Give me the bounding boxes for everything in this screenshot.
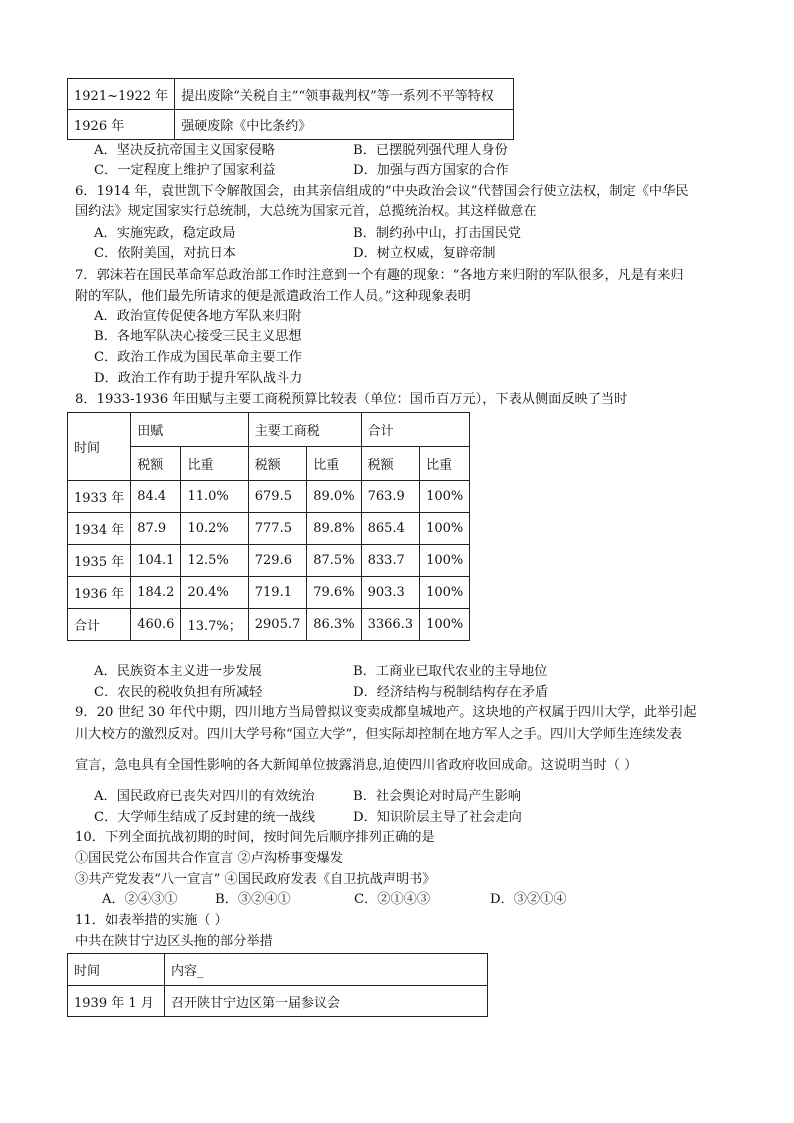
table-row <box>68 986 488 1017</box>
table-subheader: 税额 <box>361 447 420 481</box>
table-cell: 1921~1922 年 <box>68 79 175 110</box>
table-cell: 100% <box>420 609 470 641</box>
table-cell: 100% <box>420 577 470 609</box>
table-cell: 89.0% <box>307 481 361 513</box>
q10-option-d: D．③②①④ <box>490 892 567 907</box>
table-cell: 100% <box>420 545 470 577</box>
table-cell: 3366.3 <box>361 609 420 641</box>
table-cell: 11.0% <box>181 481 248 513</box>
table-cell: 89.8% <box>307 513 361 545</box>
table-cell: 100% <box>420 513 470 545</box>
table-row <box>68 513 470 545</box>
table-row <box>68 481 470 513</box>
q9-option-d: D．知识阶层主导了社会走向 <box>353 810 522 825</box>
table-cell: 777.5 <box>248 513 307 545</box>
table-row <box>68 609 470 641</box>
table-cell: 833.7 <box>361 545 420 577</box>
q6-option-a: A．实施宪政，稳定政局 <box>94 226 236 241</box>
q10-items-line2: ③共产党发表“八一宣言” ④国民政府发表《自卫抗战声明书》 <box>75 872 436 887</box>
q5-option-b: B．已摆脱列强代理人身份 <box>353 143 508 158</box>
q9-stem-line1: 9．20 世纪 30 年代中期，四川地方当局曾拟议变卖成都皇城地产。这块地的产权属于四川大学，此举引起 <box>75 705 697 720</box>
table-cell: 召开陕甘宁边区第一届参议会 <box>165 986 488 1017</box>
q7-option-c: C．政治工作成为国民革命主要工作 <box>94 350 302 365</box>
q10-option-a: A．②④③① <box>102 892 178 907</box>
table-cell: 100% <box>420 481 470 513</box>
table-cell: 719.1 <box>248 577 307 609</box>
table-cell: 729.6 <box>248 545 307 577</box>
q6-option-c: C．依附美国，对抗日本 <box>94 246 236 261</box>
table-cell: 79.6% <box>307 577 361 609</box>
table-header-group: 田赋 <box>131 413 249 447</box>
tax-table <box>67 412 470 641</box>
q7-option-b: B．各地军队决心接受三民主义思想 <box>94 329 302 344</box>
q10-stem: 10．下列全面抗战初期的时间，按时间先后顺序排列正确的是 <box>75 830 435 845</box>
table-cell: 13.7%； <box>181 609 248 641</box>
table-cell: 1935 年 <box>68 545 131 577</box>
table-cell: 865.4 <box>361 513 420 545</box>
q8-option-b: B．工商业已取代农业的主导地位 <box>353 664 548 679</box>
q9-stem-line2: 川大校方的激烈反对。四川大学号称“国立大学”，但实际却控制在地方军人之手。四川大学师生连续发表 <box>75 727 682 742</box>
table-header-time: 时间 <box>68 954 165 986</box>
q7-stem-line1: 7．郭沫若在国民革命军总政治部工作时注意到一个有趣的现象：“各地方来归附的军队很多，凡是有来归 <box>75 268 684 283</box>
table-cell: 10.2% <box>181 513 248 545</box>
q11-table <box>67 953 488 1017</box>
q10-option-c: C．②①④③ <box>354 892 431 907</box>
q8-stem: 8．1933-1936 年田赋与主要工商税预算比较表（单位：国币百万元），下表从侧面反映了当时 <box>75 392 628 407</box>
q5-option-d: D．加强与西方国家的合作 <box>353 163 509 178</box>
top-table <box>67 78 514 140</box>
table-header-time: 时间 <box>68 413 131 481</box>
table-subheader: 税额 <box>131 447 181 481</box>
table-cell: 87.9 <box>131 513 181 545</box>
table-row <box>68 545 470 577</box>
table-cell: 86.3% <box>307 609 361 641</box>
q6-stem-line2: 国约法》规定国家实行总统制，大总统为国家元首，总揽统治权。其这样做意在 <box>75 204 537 219</box>
table-cell: 2905.7 <box>248 609 307 641</box>
table-cell: 84.4 <box>131 481 181 513</box>
q5-option-c: C．一定程度上维护了国家利益 <box>94 163 276 178</box>
table-cell: 679.5 <box>248 481 307 513</box>
table-cell: 强硬废除《中比条约》 <box>175 110 514 140</box>
q5-option-a: A．坚决反抗帝国主义国家侵略 <box>94 143 275 158</box>
q6-option-d: D．树立权威，复辟帝制 <box>353 246 496 261</box>
table-subheader: 比重 <box>420 447 470 481</box>
table-cell: 1939 年 1 月 <box>68 986 165 1017</box>
table-cell: 1936 年 <box>68 577 131 609</box>
q6-option-b: B．制约孙中山，打击国民党 <box>353 226 521 241</box>
q11-table-caption: 中共在陕甘宁边区头拖的部分举措 <box>75 934 273 949</box>
table-header-group: 主要工商税 <box>248 413 361 447</box>
table-cell: 184.2 <box>131 577 181 609</box>
q10-option-b: B．③②④① <box>215 892 291 907</box>
table-cell: 12.5% <box>181 545 248 577</box>
q8-option-a: A．民族资本主义进一步发展 <box>94 664 262 679</box>
q9-option-c: C．大学师生结成了反封建的统一战线 <box>94 810 316 825</box>
table-cell: 1926 年 <box>68 110 175 140</box>
table-cell: 87.5% <box>307 545 361 577</box>
table-cell: 提出废除“关税自主”“领事裁判权”等一系列不平等特权 <box>175 79 514 110</box>
table-cell: 903.3 <box>361 577 420 609</box>
table-cell: 460.6 <box>131 609 181 641</box>
q7-stem-line2: 附的军队，他们最先所请求的便是派遣政治工作人员。”这种现象表明 <box>75 289 471 304</box>
q11-stem: 11．如表举措的实施（ ） <box>75 913 228 928</box>
table-header-group: 合计 <box>361 413 470 447</box>
q9-option-b: B．社会舆论对时局产生影响 <box>353 789 521 804</box>
q9-stem-line3: 宣言，急电具有全国性影响的各大新闻单位披露消息,迫使四川省政府收回成命。这说明当时（ ） <box>75 758 638 773</box>
q6-stem-line1: 6．1914 年，袁世凯下令解散国会，由其亲信组成的“中央政治会议”代替国会行使立法权，制定《中华民 <box>75 184 689 199</box>
table-cell: 104.1 <box>131 545 181 577</box>
table-cell: 20.4% <box>181 577 248 609</box>
q7-option-d: D．政治工作有助于提升军队战斗力 <box>94 371 303 386</box>
table-cell: 合计 <box>68 609 131 641</box>
table-subheader: 比重 <box>181 447 248 481</box>
q7-option-a: A．政治宣传促使各地方军队来归附 <box>94 309 302 324</box>
table-cell: 1933 年 <box>68 481 131 513</box>
q10-items-line1: ①国民党公布国共合作宣言 ②卢沟桥事变爆发 <box>75 851 343 866</box>
table-header-content: 内容_ <box>165 954 488 986</box>
q8-option-c: C．农民的税收负担有所减轻 <box>94 685 263 700</box>
q9-option-a: A．国民政府已丧失对四川的有效统治 <box>94 789 315 804</box>
table-subheader: 比重 <box>307 447 361 481</box>
table-cell: 1934 年 <box>68 513 131 545</box>
table-row <box>68 577 470 609</box>
table-cell: 763.9 <box>361 481 420 513</box>
q8-option-d: D．经济结构与税制结构存在矛盾 <box>353 685 549 700</box>
table-subheader: 税额 <box>248 447 307 481</box>
